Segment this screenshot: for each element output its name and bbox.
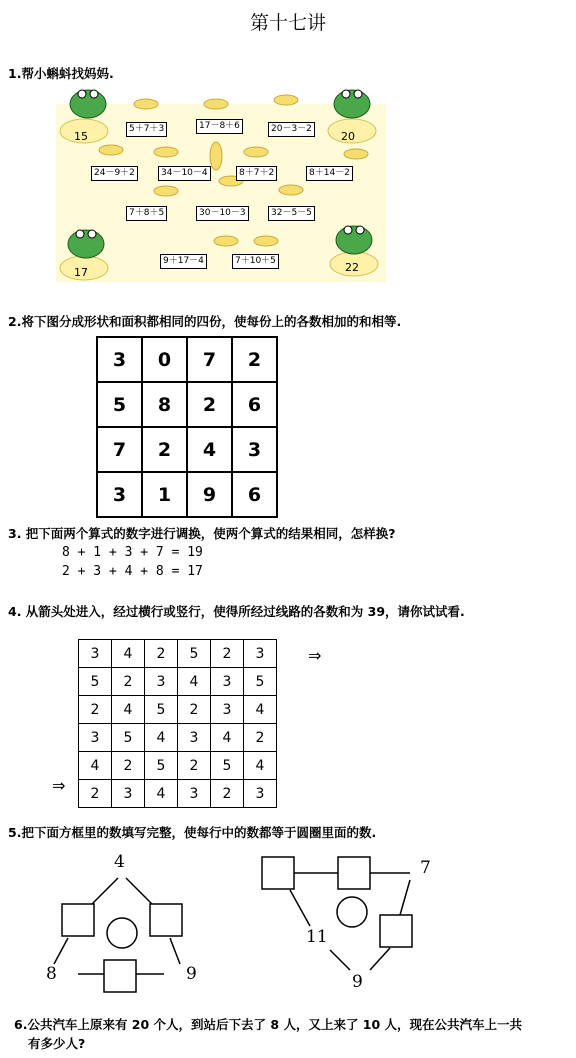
expression-box: 8＋7＋2 <box>236 166 277 181</box>
grid-cell: 4 <box>211 724 244 752</box>
center-circle <box>337 897 367 927</box>
left-bottom-left-number: 8 <box>46 964 57 984</box>
question-5: 5.把下面方框里的数填写完整，使每行中的数都等于圆圈里面的数. <box>8 825 377 840</box>
grid-cell: 7 <box>97 427 142 472</box>
tadpole-scene <box>56 86 386 284</box>
frog-number: 22 <box>345 261 359 274</box>
grid-cell: 2 <box>142 427 187 472</box>
grid-cell: 4 <box>187 427 232 472</box>
grid-cell: 8 <box>142 382 187 427</box>
grid-cell: 2 <box>211 640 244 668</box>
grid-cell: 4 <box>145 780 178 808</box>
tadpole-illustration <box>56 86 386 284</box>
grid-cell: 2 <box>79 780 112 808</box>
grid-cell: 2 <box>112 752 145 780</box>
grid-cell: 2 <box>244 724 277 752</box>
grid-cell: 0 <box>142 337 187 382</box>
question-6-line1: 6.公共汽车上原来有 20 个人，到站后下去了 8 人，又上来了 10 人，现在公共汽车上一共 <box>14 1017 523 1032</box>
grid-cell: 5 <box>178 640 211 668</box>
equation-1: 8 + 1 + 3 + 7 = 19 <box>62 545 203 560</box>
grid-cell: 3 <box>97 337 142 382</box>
grid-cell: 3 <box>232 427 277 472</box>
grid-cell: 2 <box>178 696 211 724</box>
expression-box: 34－10－4 <box>158 166 211 181</box>
grid-cell: 4 <box>112 640 145 668</box>
empty-box <box>262 857 294 889</box>
grid-cell: 3 <box>178 724 211 752</box>
expression-box: 30－10－3 <box>196 206 249 221</box>
exit-arrow-icon: ⇒ <box>308 646 322 665</box>
grid-cell: 5 <box>97 382 142 427</box>
grid-cell: 4 <box>178 668 211 696</box>
grid-cell: 3 <box>211 668 244 696</box>
grid-cell: 2 <box>232 337 277 382</box>
grid-cell: 7 <box>187 337 232 382</box>
grid-cell: 2 <box>112 668 145 696</box>
expression-box: 7＋8＋5 <box>126 206 167 221</box>
expression-box: 8＋14－2 <box>306 166 353 181</box>
expression-box: 5＋7＋3 <box>126 122 167 137</box>
grid-cell: 3 <box>244 780 277 808</box>
question-4: 4. 从箭头处进入，经过横行或竖行，使得所经过线路的各数和为 39，请你试试看. <box>8 604 465 619</box>
empty-box <box>380 915 412 947</box>
frog-number: 17 <box>74 266 88 279</box>
grid-cell: 1 <box>142 472 187 517</box>
grid-cell: 9 <box>187 472 232 517</box>
empty-box <box>150 904 182 936</box>
question-3: 3. 把下面两个算式的数字进行调换，使两个算式的结果相同，怎样换? <box>8 526 396 541</box>
grid-cell: 5 <box>145 752 178 780</box>
grid-cell: 2 <box>178 752 211 780</box>
grid-cell: 4 <box>79 752 112 780</box>
grid-cell: 4 <box>244 696 277 724</box>
grid-cell: 5 <box>112 724 145 752</box>
question-1: 1.帮小蝌蚪找妈妈. <box>8 66 114 81</box>
right-bottom-number: 9 <box>352 972 363 992</box>
grid-cell: 6 <box>232 382 277 427</box>
expression-box: 17－8＋6 <box>196 119 243 134</box>
grid-cell: 5 <box>79 668 112 696</box>
expression-box: 32－5－5 <box>268 206 315 221</box>
frog-number: 15 <box>74 130 88 143</box>
number-grid-6x6 <box>78 639 277 808</box>
left-bottom-right-number: 9 <box>186 964 197 984</box>
grid-cell: 5 <box>211 752 244 780</box>
grid-cell: 4 <box>112 696 145 724</box>
entry-arrow-icon: ⇒ <box>52 776 66 795</box>
empty-box <box>104 960 136 992</box>
center-circle <box>107 918 137 948</box>
left-top-number: 4 <box>114 852 125 872</box>
question-2: 2.将下图分成形状和面积都相同的四份，使每份上的各数相加的和相等. <box>8 314 402 329</box>
right-left-number: 11 <box>306 927 328 947</box>
empty-box <box>62 904 94 936</box>
grid-cell: 3 <box>244 640 277 668</box>
grid-cell: 6 <box>232 472 277 517</box>
number-grid-4x4 <box>96 336 278 518</box>
question-6-line2: 有多少人? <box>28 1036 86 1051</box>
expression-box: 20－3－2 <box>268 122 315 137</box>
grid-cell: 4 <box>244 752 277 780</box>
grid-cell: 5 <box>145 696 178 724</box>
grid-cell: 3 <box>79 724 112 752</box>
grid-cell: 2 <box>79 696 112 724</box>
grid-cell: 2 <box>211 780 244 808</box>
grid-cell: 5 <box>244 668 277 696</box>
empty-box <box>338 857 370 889</box>
expression-box: 24－9＋2 <box>91 166 138 181</box>
expression-box: 7＋10＋5 <box>232 254 279 269</box>
grid-cell: 3 <box>112 780 145 808</box>
equation-2: 2 + 3 + 4 + 8 = 17 <box>62 564 203 579</box>
page-title: 第十七讲 <box>249 12 326 34</box>
right-side-number: 7 <box>420 858 431 878</box>
grid-cell: 3 <box>178 780 211 808</box>
box-triangle-diagrams <box>40 850 560 1000</box>
grid-cell: 3 <box>79 640 112 668</box>
grid-cell: 4 <box>145 724 178 752</box>
grid-cell: 3 <box>211 696 244 724</box>
expression-box: 9＋17－4 <box>160 254 207 269</box>
grid-cell: 2 <box>145 640 178 668</box>
grid-cell: 3 <box>145 668 178 696</box>
grid-cell: 2 <box>187 382 232 427</box>
frog-number: 20 <box>341 130 355 143</box>
grid-cell: 3 <box>97 472 142 517</box>
